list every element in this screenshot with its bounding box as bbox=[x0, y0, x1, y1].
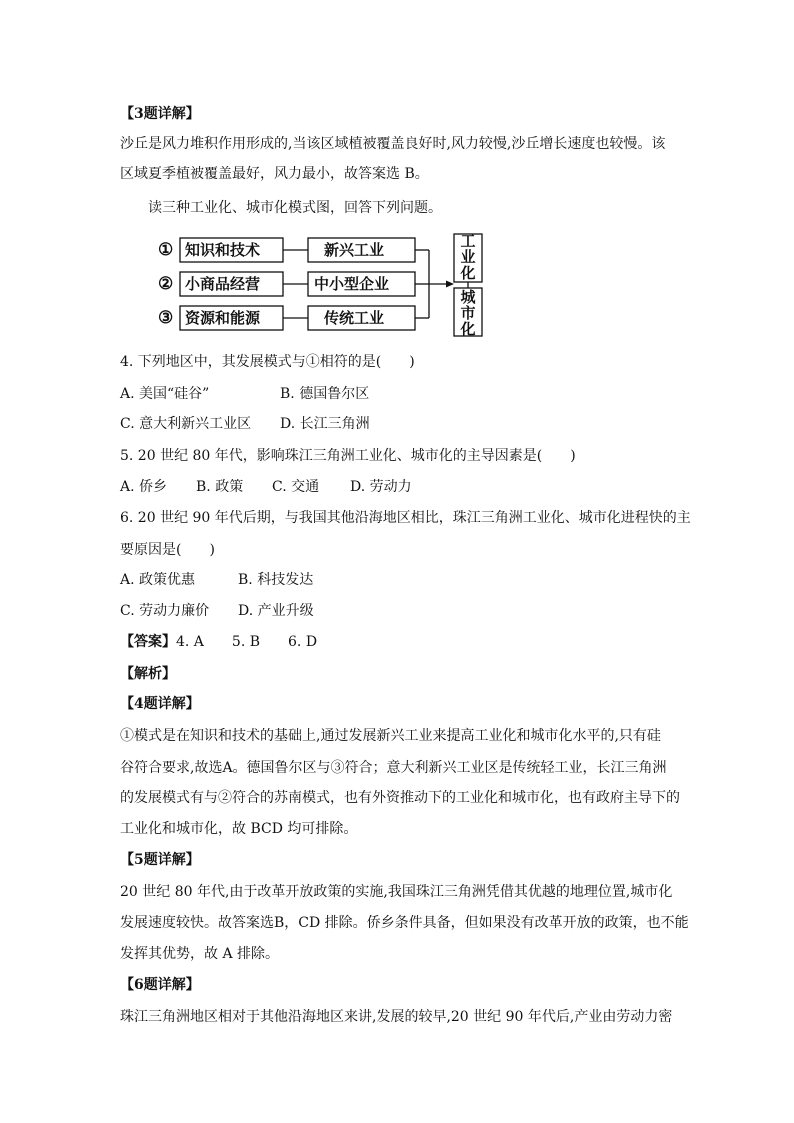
option-d: D. 产业升级 bbox=[238, 603, 314, 619]
option-d: D. 劳动力 bbox=[350, 479, 412, 495]
heading-q4-detail: 【4题详解】 bbox=[120, 696, 200, 712]
answer-label: 【答案】 bbox=[120, 634, 176, 650]
paragraph-line: 区域夏季植被覆盖最好，风力最小，故答案选 B。 bbox=[120, 166, 429, 182]
option-d: D. 长江三角洲 bbox=[280, 416, 370, 432]
box-emerging-industry: 新兴工业 bbox=[324, 241, 385, 259]
answer-values: 4. A 5. B 6. D bbox=[176, 634, 318, 650]
option-c: C. 意大利新兴工业区 bbox=[120, 416, 252, 432]
question-6-stem: 6. 20 世纪 90 年代后期，与我国其他沿海地区相比，珠江三角洲工业化、城市化进程快的主 bbox=[120, 510, 691, 526]
diagram-intro: 读三种工业化、城市化模式图，回答下列问题。 bbox=[148, 200, 442, 216]
paragraph-line: 工业化和城市化，故 BCD 均可排除。 bbox=[120, 821, 358, 837]
option-a: A. 美国“硅谷” bbox=[120, 386, 210, 402]
option-a: A. 政策优惠 bbox=[120, 572, 196, 588]
option-c: C. 劳动力廉价 bbox=[120, 603, 210, 619]
question-4-stem: 4. 下列地区中，其发展模式与①相符的是( ) bbox=[120, 354, 415, 370]
heading-q6-detail: 【6题详解】 bbox=[120, 977, 200, 993]
industrialization-diagram bbox=[158, 232, 492, 340]
box-industrialization-char: 业 bbox=[460, 248, 476, 266]
box-traditional-industry: 传统工业 bbox=[324, 309, 385, 327]
box-industrialization-char: 化 bbox=[460, 264, 476, 282]
paragraph-line: 的发展模式有与②符合的苏南模式，也有外资推动下的工业化和城市化，也有政府主导下的 bbox=[120, 790, 680, 806]
box-urbanization-char: 城 bbox=[460, 288, 476, 306]
box-sme: 中小型企业 bbox=[314, 275, 390, 293]
box-urbanization-char: 市 bbox=[460, 304, 476, 322]
box-knowledge-tech: 知识和技术 bbox=[185, 241, 261, 259]
analysis-label: 【解析】 bbox=[120, 666, 176, 682]
answer-line bbox=[120, 632, 317, 652]
option-a: A. 侨乡 bbox=[120, 479, 168, 495]
circled-number-2: ② bbox=[158, 274, 174, 294]
question-6-stem-cont: 要原因是( ) bbox=[120, 542, 215, 558]
paragraph-line: 发展速度较快。故答案选B，CD 排除。侨乡条件具备，但如果没有改革开放的政策，也不能 bbox=[120, 915, 689, 931]
box-resources-energy: 资源和能源 bbox=[185, 309, 261, 327]
circled-number-3: ③ bbox=[158, 308, 174, 328]
option-b: B. 科技发达 bbox=[238, 572, 314, 588]
heading-q5-detail: 【5题详解】 bbox=[120, 852, 200, 868]
paragraph-line: 沙丘是风力堆积作用形成的,当该区域植被覆盖良好时,风力较慢,沙丘增长速度也较慢。该 bbox=[120, 136, 666, 152]
option-b: B. 政策 bbox=[196, 479, 244, 495]
question-5-stem: 5. 20 世纪 80 年代，影响珠江三角洲工业化、城市化的主导因素是( ) bbox=[120, 448, 576, 464]
box-urbanization-char: 化 bbox=[460, 320, 476, 338]
circled-number-1: ① bbox=[158, 240, 174, 260]
option-b: B. 德国鲁尔区 bbox=[280, 386, 370, 402]
box-small-commodity: 小商品经营 bbox=[185, 275, 261, 293]
option-c: C. 交通 bbox=[272, 479, 320, 495]
paragraph-line: 谷符合要求,故选A。德国鲁尔区与③符合；意大利新兴工业区是传统轻工业，长江三角洲 bbox=[120, 760, 667, 776]
paragraph-line: 20 世纪 80 年代,由于改革开放政策的实施,我国珠江三角洲凭借其优越的地理位置,城市化 bbox=[120, 884, 673, 900]
box-industrialization-char: 工 bbox=[460, 232, 476, 250]
paragraph-line: ①模式是在知识和技术的基础上,通过发展新兴工业来提高工业化和城市化水平的,只有硅 bbox=[120, 728, 661, 744]
heading-q3-detail: 【3题详解】 bbox=[120, 106, 200, 122]
paragraph-line: 发挥其优势，故 A 排除。 bbox=[120, 946, 280, 962]
paragraph-line: 珠江三角洲地区相对于其他沿海地区来讲,发展的较早,20 世纪 90 年代后,产业由劳动力密 bbox=[120, 1009, 673, 1025]
